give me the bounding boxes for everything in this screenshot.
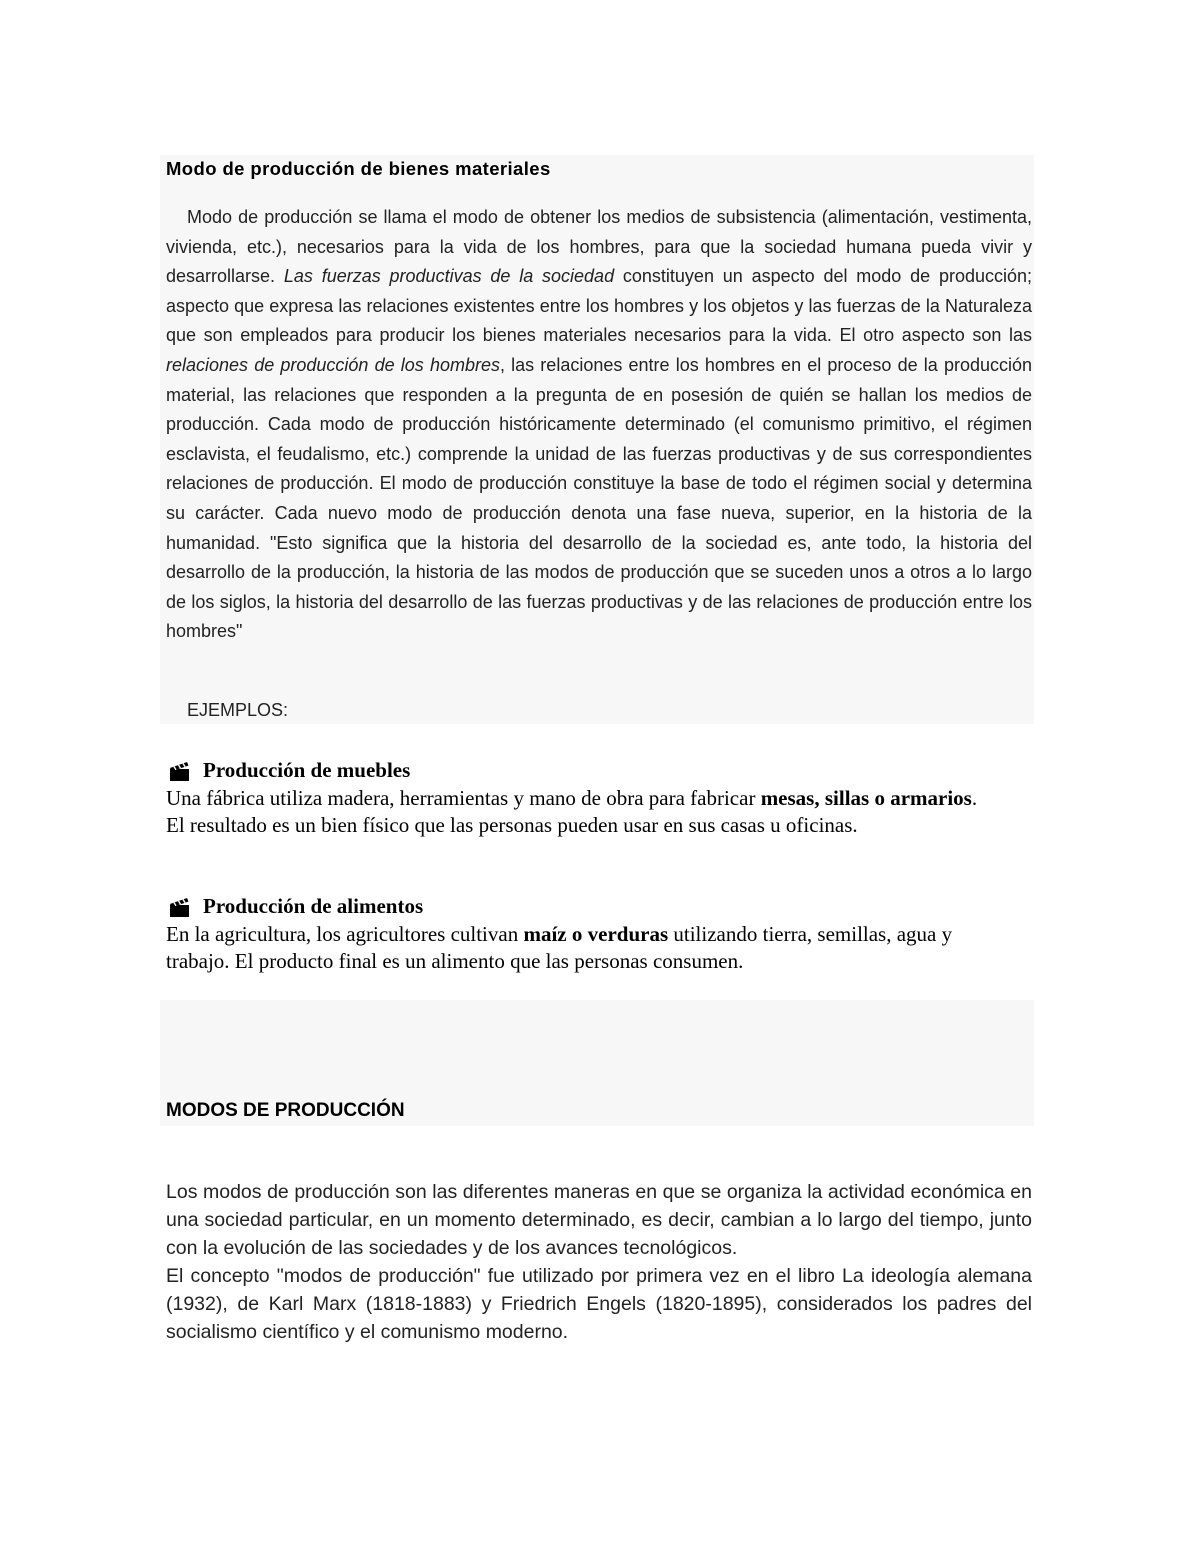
examples-label: EJEMPLOS: — [187, 700, 289, 720]
section2-paragraph-1: Los modos de producción son las diferentes maneras en que se organiza la actividad económica en una sociedad particular, en un momento determinado, es decir, cambian a lo largo del tiempo, junto con la evolución de las sociedades y de los avances tecnológicos. — [166, 1181, 1032, 1259]
example-text-before: Una fábrica utiliza madera, herramientas y mano de obra para fabricar — [166, 785, 761, 810]
section1-text-part2: constituyen un aspecto del modo de producción; aspecto que expresa las relaciones existentes entre los hombres y los objetos y las fuerzas de la Naturaleza que son empleados para producir los bienes materiales necesarios para la vida. El otro aspecto son las — [166, 266, 1033, 346]
example-text-bold: maíz o verduras — [523, 921, 669, 946]
section2-body — [166, 1178, 1032, 1346]
example-muebles — [166, 757, 986, 840]
section2-paragraph-2: El concepto "modos de producción" fue utilizado por primera vez en el libro La ideología alemana (1932), de Karl Marx (1818-1883) y Friedrich Engels (1820-1895), considerados los padres del socialismo científico y el comunismo moderno. — [166, 1265, 1032, 1343]
example-heading: Producción de muebles — [203, 758, 411, 782]
section1-title: Modo de producción de bienes materiales — [166, 158, 551, 179]
clapperboard-icon — [168, 896, 192, 918]
example-text-after: . El resultado es un bien físico que las personas pueden usar en sus casas u oficinas. — [166, 785, 978, 838]
example-text-bold: mesas, sillas o armarios — [760, 785, 972, 810]
section1-paragraph — [166, 203, 1032, 647]
example-heading: Producción de alimentos — [203, 894, 424, 918]
example-heading-row — [166, 893, 986, 921]
example-text-after: utilizando tierra, semillas, agua y trabajo. El producto final es un alimento que las personas consumen. — [166, 921, 953, 974]
example-heading-row — [166, 757, 986, 785]
example-text — [166, 785, 986, 840]
section1-text-part3: , las relaciones entre los hombres en el proceso de la producción material, las relaciones que responden a la pregunta de en posesión de quién se hallan los medios de producción. Cada modo de producción históricamente determinado (el comunismo primitivo, el régimen esclavista, el feudalismo, etc.) comprende la unidad de las fuerzas productivas y de sus correspondientes relaciones de producción. El modo de producción constituye la base de todo el régimen social y determina su carácter. Cada nuevo modo de producción denota una fase nueva, superior, en la historia de la humanidad. "Esto significa que la historia del desarrollo de la sociedad es, ante todo, la historia del desarrollo de la producción, la historia de las modos de producción que se suceden unos a otros a lo largo de los siglos, la historia del desarrollo de las fuerzas productivas y de las relaciones de producción entre los hombres" — [166, 354, 1032, 642]
section1-italic-fuerzas: Las fuerzas productivas de la sociedad — [283, 266, 615, 287]
clapperboard-icon — [168, 760, 192, 782]
example-text-before: En la agricultura, los agricultores cultivan — [166, 921, 524, 946]
example-text — [166, 921, 986, 976]
section1-text-part1: Modo de producción se llama el modo de obtener los medios de subsistencia (alimentación, vestimenta, vivienda, etc.), necesarios para la vida de los hombres, para que la sociedad humana pueda vivir y desarrollarse. — [166, 207, 1032, 287]
example-alimentos — [166, 893, 986, 976]
section2-title: MODOS DE PRODUCCIÓN — [166, 1100, 405, 1121]
section1-italic-relaciones: relaciones de producción de los hombres — [166, 354, 500, 375]
